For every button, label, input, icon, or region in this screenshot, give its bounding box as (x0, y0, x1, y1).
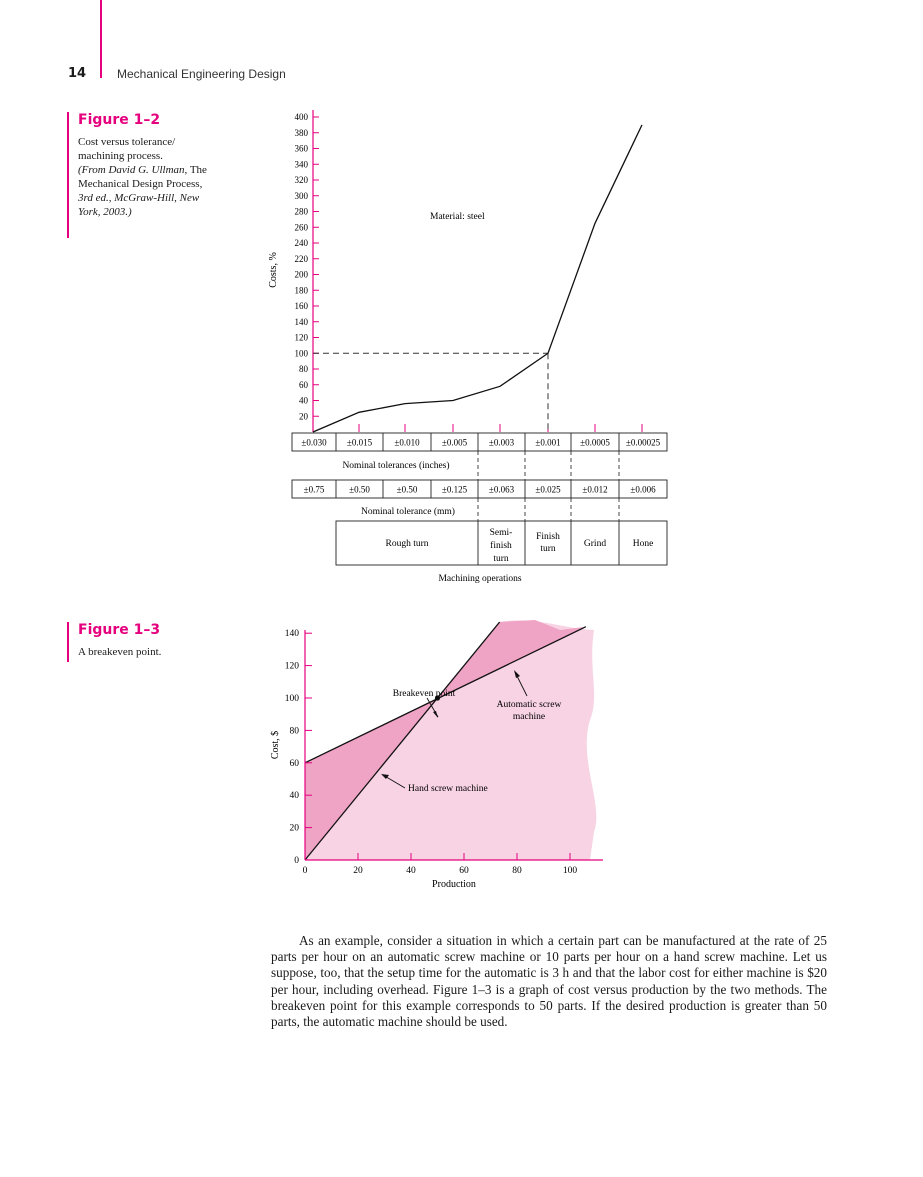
tolerance-mm-cell: ±0.006 (630, 484, 656, 495)
tolerance-mm-cell: ±0.012 (582, 484, 608, 495)
y-axis-title: Cost, $ (270, 730, 281, 760)
op-rough-turn: Rough turn (385, 539, 429, 549)
y-tick-label: 360 (294, 143, 308, 154)
x-tick-label: 60 (459, 866, 469, 876)
running-title: Mechanical Engineering Design (117, 67, 286, 81)
tolerance-inch-cell: ±0.001 (535, 437, 561, 448)
operations-label: Machining operations (438, 574, 522, 584)
cost-curve (313, 125, 642, 432)
y-tick-label: 120 (294, 332, 308, 343)
tolerance-inch-cell: ±0.00025 (625, 437, 661, 448)
x-tick-label: 40 (406, 866, 416, 876)
source-the: The (187, 164, 207, 176)
y-tick-label: 260 (294, 222, 308, 233)
tolerance-inch-cell: ±0.003 (488, 437, 515, 448)
x-tick-label: 0 (302, 866, 308, 876)
y-tick-label: 20 (299, 411, 308, 422)
tolerance-inch-cell: ±0.0005 (580, 437, 610, 448)
shaded-region-light (305, 620, 596, 860)
y-tick-label: 140 (294, 316, 308, 327)
tolerance-mm-cell: ±0.125 (441, 484, 468, 495)
tolerance-mm-label: Nominal tolerance (mm) (361, 507, 455, 517)
body-paragraph: As an example, consider a situation in which a certain part can be manufactured at the rate of 25 parts per hour on an automatic screw machine or 10 parts per hour on a hand screw machine. Let us suppose, too, that the setup time for the automatic is 3 h and that the labor cost for either machine is $20 per hour, including overhead. Figure 1–3 is a graph of cost versus production by the two methods. The breakeven point for this example corresponds to 50 parts. If the desired production is greater than 50 parts, the automatic machine should be used. (271, 933, 827, 1030)
automatic-label-line2: machine (512, 712, 546, 722)
breakeven-chart (0, 600, 923, 900)
tolerance-inch-label: Nominal tolerances (inches) (342, 461, 450, 471)
tolerance-mm-cell: ±0.063 (488, 484, 515, 495)
page-number: 14 (68, 66, 87, 81)
op-finish-2: turn (540, 544, 556, 554)
y-tick-label: 240 (294, 238, 308, 248)
figure-1-2-label: Figure 1–2 (78, 112, 161, 128)
breakeven-label: Breakeven point (392, 689, 456, 699)
y-tick-label: 60 (289, 758, 299, 769)
tolerance-inch-cell: ±0.005 (441, 437, 468, 448)
x-axis-title: Production (432, 879, 476, 890)
y-tick-label: 140 (284, 629, 299, 640)
y-tick-label: 40 (299, 395, 308, 406)
source-author: (From David G. Ullman, (78, 164, 188, 176)
x-tick-label: 80 (512, 866, 522, 876)
source-line: Mechanical Design Process, (78, 178, 203, 190)
y-tick-label: 120 (284, 661, 299, 672)
y-tick-label: 80 (299, 364, 308, 374)
caption-line: A breakeven point. (78, 646, 162, 658)
y-tick-label: 400 (294, 112, 308, 122)
tolerance-mm-cell: ±0.50 (396, 484, 418, 495)
y-tick-label: 60 (299, 379, 308, 390)
y-tick-label: 80 (289, 726, 299, 737)
tolerance-mm-cell: ±0.75 (303, 484, 325, 495)
y-tick-label: 20 (289, 823, 299, 834)
tolerance-inch-cell: ±0.015 (346, 437, 373, 448)
op-semi-finish-2: finish (490, 541, 512, 551)
y-tick-label: 220 (294, 253, 308, 264)
material-annotation: Material: steel (430, 212, 485, 222)
op-grind: Grind (583, 539, 607, 549)
tolerance-inch-cell: ±0.030 (301, 437, 327, 448)
y-tick-label: 200 (294, 269, 308, 280)
x-tick-label: 100 (562, 866, 578, 876)
y-tick-label: 280 (294, 206, 308, 217)
y-tick-label: 160 (294, 301, 308, 311)
source-line: York, 2003.) (78, 206, 132, 218)
source-line: 3rd ed., McGraw-Hill, New (78, 192, 200, 204)
tolerance-inch-cell: ±0.010 (394, 437, 420, 448)
op-finish-1: Finish (536, 532, 560, 542)
figure-1-3-label: Figure 1–3 (78, 622, 161, 638)
y-tick-label: 340 (294, 159, 308, 170)
y-tick-label: 0 (294, 856, 299, 866)
tolerance-mm-cell: ±0.50 (349, 484, 370, 495)
y-tick-label: 300 (294, 190, 308, 201)
y-tick-label: 180 (294, 285, 308, 296)
y-tick-label: 100 (294, 348, 308, 359)
y-tick-label: 380 (294, 127, 308, 138)
caption-line: machining process. (78, 150, 163, 162)
x-tick-label: 20 (353, 866, 363, 876)
y-tick-label: 320 (294, 175, 308, 185)
caption-line: Cost versus tolerance/ (78, 136, 176, 148)
automatic-label-line1: Automatic screw (496, 700, 562, 710)
op-hone: Hone (632, 539, 654, 549)
hand-label: Hand screw machine (408, 784, 488, 794)
y-axis-title: Costs, % (268, 252, 279, 288)
op-semi-finish-1: Semi- (489, 528, 513, 538)
y-tick-label: 40 (289, 791, 299, 802)
y-tick-label: 100 (284, 694, 299, 704)
tolerance-mm-cell: ±0.025 (535, 484, 561, 495)
op-semi-finish-3: turn (493, 554, 509, 564)
